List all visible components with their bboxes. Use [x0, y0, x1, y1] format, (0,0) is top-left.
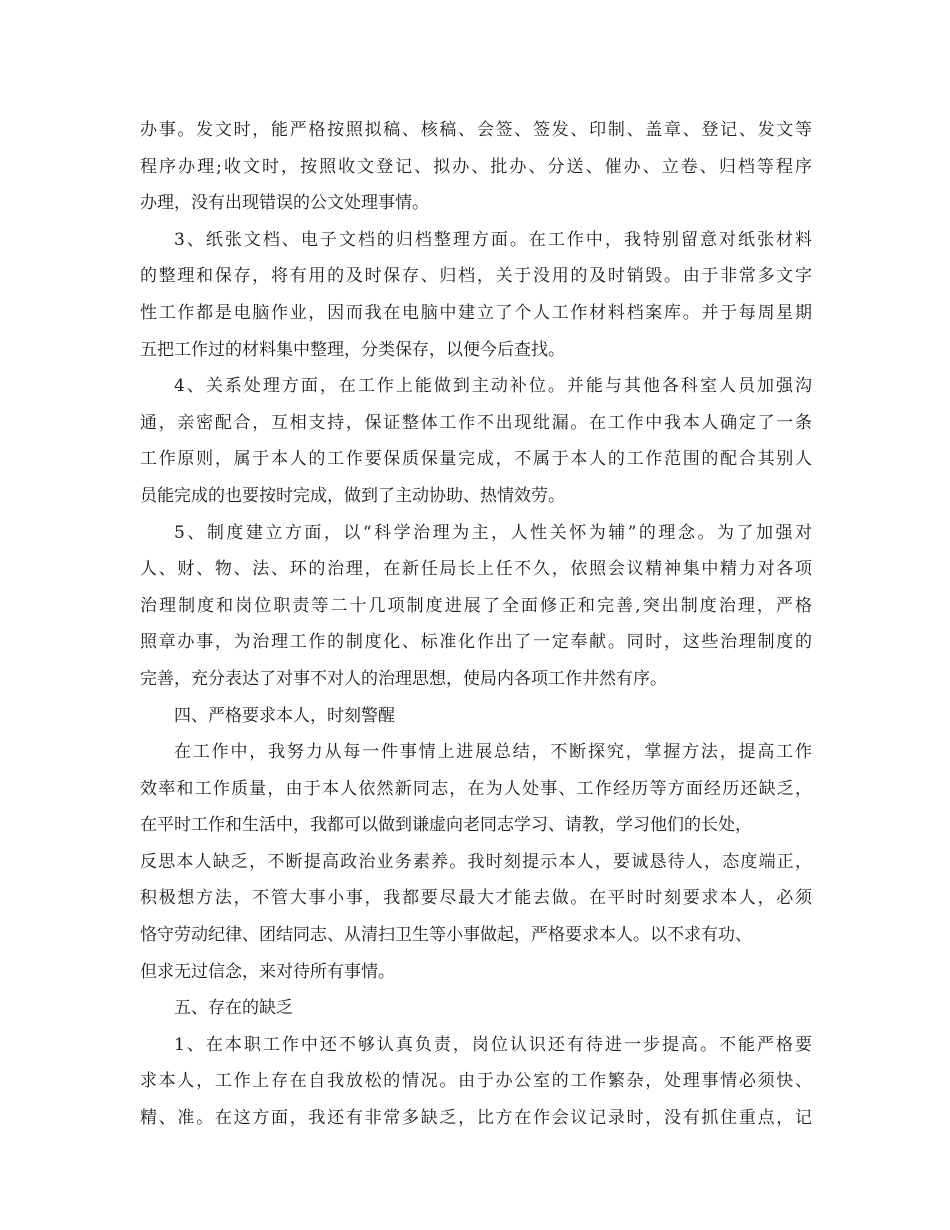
text-line: 在工作中，我努力从每一件事情上进展总结，不断探究，掌握方法，提高工作	[174, 742, 812, 763]
text-line: 积极想方法，不管大事小事，我都要尽最大才能去做。在平时时刻要求本人，必须	[140, 888, 812, 909]
text-line: 通，亲密配合，互相支持，保证整体工作不出现纰漏。在工作中我本人确定了一条	[140, 412, 812, 433]
text-line: 的整理和保存，将有用的及时保存、归档，关于没用的及时销毁。由于非常多文字	[140, 266, 812, 287]
text-line: 1、在本职工作中还不够认真负责，岗位认识还有待进一步提高。不能严格要	[174, 1034, 812, 1055]
text-line: 员能完成的也要按时完成，做到了主动协助、热情效劳。	[140, 485, 565, 506]
document-body	[140, 112, 812, 1137]
text-line: 效率和工作质量，由于本人依然新同志，在为人处事、工作经历等方面经历还缺乏，	[140, 778, 812, 799]
text-line: 照章办事，为治理工作的制度化、标准化作出了一定奉献。同时，这些治理制度的	[140, 632, 812, 653]
text-line: 四、严格要求本人，时刻警醒	[174, 705, 395, 726]
text-line: 程序办理;收文时，按照收文登记、拟办、批办、分送、催办、立卷、归档等程序	[140, 156, 812, 177]
text-line: 办事。发文时，能严格按照拟稿、核稿、会签、签发、印制、盖章、登记、发文等	[140, 120, 812, 140]
text-line: 反思本人缺乏，不断提高政治业务素养。我时刻提示本人，要诚恳待人，态度端正，	[140, 851, 812, 872]
text-line: 人、财、物、法、环的治理，在新任局长上任不久，依照会议精神集中精力对各项	[140, 559, 812, 580]
text-line: 4、关系处理方面，在工作上能做到主动补位。并能与其他各科室人员加强沟	[174, 376, 812, 397]
text-line: 五把工作过的材料集中整理，分类保存，以便今后查找。	[140, 339, 565, 360]
text-line: 在平时工作和生活中，我都可以做到谦虚向老同志学习、请教，学习他们的长处，	[140, 815, 752, 836]
text-line: 但求无过信念，来对待所有事情。	[140, 961, 395, 982]
text-line: 工作原则，属于本人的工作要保质保量完成，不属于本人的工作范围的配合其别人	[140, 449, 812, 470]
text-line: 精、准。在这方面，我还有非常多缺乏，比方在作会议记录时，没有抓住重点，记	[140, 1108, 812, 1129]
text-line: 办理，没有出现错误的公文处理事情。	[140, 193, 429, 214]
text-line: 5、制度建立方面，以“科学治理为主，人性关怀为辅”的理念。为了加强对	[174, 522, 812, 543]
text-line: 治理制度和岗位职责等二十几项制度进展了全面修正和完善,突出制度治理，严格	[140, 595, 812, 616]
text-line: 求本人，工作上存在自我放松的情况。由于办公室的工作繁杂，处理事情必须快、	[140, 1071, 812, 1092]
text-line: 五、存在的缺乏	[174, 998, 293, 1019]
text-line: 性工作都是电脑作业，因而我在电脑中建立了个人工作材料档案库。并于每周星期	[140, 302, 812, 323]
text-line: 恪守劳动纪律、团结同志、从清扫卫生等小事做起，严格要求本人。以不求有功、	[140, 925, 752, 946]
text-line: 完善，充分表达了对事不对人的治理思想，使局内各项工作井然有序。	[140, 668, 667, 689]
text-line: 3、纸张文档、电子文档的归档整理方面。在工作中，我特别留意对纸张材料	[174, 229, 812, 250]
